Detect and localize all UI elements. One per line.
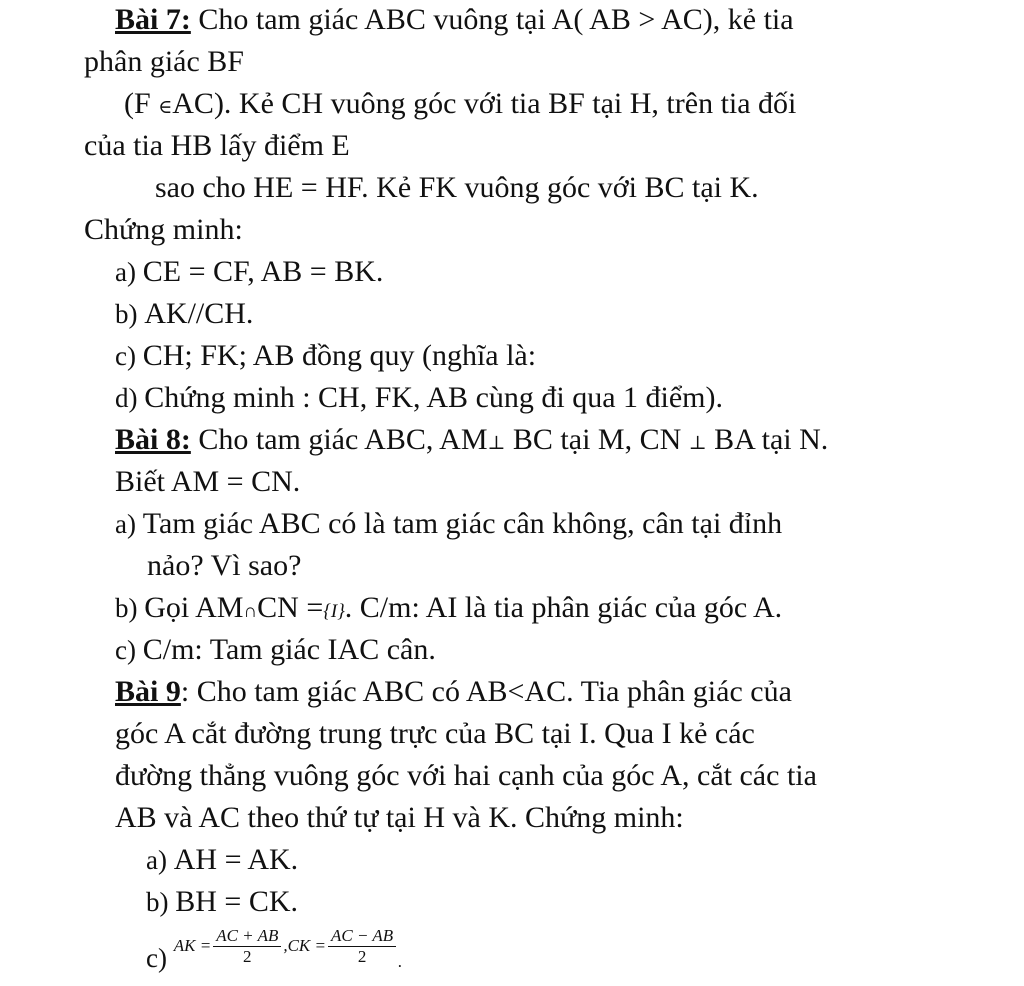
- bai8-text-1b: BC tại M, CN: [505, 423, 689, 456]
- bai9-item-b-text: BH = CK.: [175, 885, 299, 918]
- bai8-item-a-marker: a): [115, 509, 143, 539]
- bai8-item-b-marker: b): [115, 593, 145, 623]
- bai7-item-b: [115, 296, 253, 332]
- formula-ak-label: AK =: [173, 936, 212, 956]
- bai7-line-1: [115, 2, 794, 38]
- bai8-item-a-cont: [147, 548, 301, 584]
- bai8-line-2: [115, 464, 300, 500]
- fraction-ck-numerator: AC − AB: [328, 926, 396, 947]
- bai9-line-3: [115, 758, 817, 794]
- bai9-item-a-text: AH = AK.: [173, 843, 299, 876]
- bai7-text-3b: AC). Kẻ CH vuông góc với tia BF tại H, trên tia đối: [172, 87, 797, 120]
- bai7-item-c-marker: c): [115, 341, 143, 371]
- bai8-item-c-marker: c): [115, 635, 143, 665]
- bai9-text-2: góc A cắt đường trung trực của BC tại I. Qua I kẻ các: [115, 717, 755, 750]
- bai7-item-d-marker: d): [115, 383, 145, 413]
- bai7-item-d: [115, 380, 723, 416]
- fraction-ck-denominator: 2: [357, 946, 367, 966]
- bai9-text-3: đường thẳng vuông góc với hai cạnh của góc A, cắt các tia: [115, 759, 817, 792]
- bai7-text-6: Chứng minh:: [84, 213, 243, 246]
- fraction-ak-numerator: AC + AB: [213, 926, 281, 947]
- bai7-item-c: [115, 338, 536, 374]
- bai9-item-b-marker: b): [146, 887, 176, 917]
- bai9-item-c: [146, 920, 402, 986]
- bai7-line-4: [84, 128, 350, 164]
- formula-ck-label: ,CK =: [283, 936, 326, 956]
- bai8-title: Bài 8:: [115, 423, 191, 456]
- bai8-item-a: [115, 506, 782, 542]
- bai9-line-1: [115, 674, 792, 710]
- bai8-item-b-text-2: CN =: [257, 591, 324, 624]
- bai8-item-c-text: C/m: Tam giác IAC cân.: [142, 633, 436, 666]
- bai9-text-4: AB và AC theo thứ tự tại H và K. Chứng minh:: [115, 801, 684, 834]
- bai7-line-2: [84, 44, 244, 80]
- bai8-item-b-text-1: Gọi AM: [144, 591, 244, 624]
- bai8-item-b: [115, 590, 782, 630]
- element-of-symbol: ∈: [158, 97, 173, 118]
- bai7-item-c-text: CH; FK; AB đồng quy (nghĩa là:: [142, 339, 537, 372]
- bai9-item-c-marker: c): [146, 943, 174, 973]
- bai7-item-d-text: Chứng minh : CH, FK, AB cùng đi qua 1 điểm).: [144, 381, 724, 414]
- bai8-text-2: Biết AM = CN.: [115, 465, 301, 498]
- perpendicular-symbol: ⊥: [688, 433, 707, 454]
- fraction-ak-denominator: 2: [243, 946, 252, 966]
- bai7-item-a-marker: a): [115, 257, 143, 287]
- fraction-ck: [328, 926, 396, 967]
- bai8-item-b-text-3: . C/m: AI là tia phân giác của góc A.: [344, 591, 783, 624]
- bai7-item-b-marker: b): [115, 299, 145, 329]
- bai7-item-a-text: CE = CF, AB = BK.: [142, 255, 384, 288]
- fraction-ak: [213, 926, 281, 967]
- bai8-text-1a: Cho tam giác ABC, AM: [190, 423, 488, 456]
- bai9-item-b: [146, 884, 298, 920]
- bai9-title: Bài 9: [115, 675, 181, 708]
- bai9-line-2: [115, 716, 755, 752]
- bai7-item-a: [115, 254, 383, 290]
- bai8-item-c: [115, 632, 436, 668]
- bai7-text-1: Cho tam giác ABC vuông tại A( AB > AC), kẻ tia: [190, 3, 794, 36]
- bai7-item-b-text: AK//CH.: [144, 297, 254, 330]
- intersection-symbol: ∩: [243, 601, 258, 622]
- perpendicular-symbol: ⊥: [487, 433, 506, 454]
- formula-period: .: [398, 952, 403, 971]
- bai7-text-4: của tia HB lấy điểm E: [84, 129, 350, 162]
- bai8-item-a-text: Tam giác ABC có là tam giác cân không, cân tại đỉnh: [142, 507, 783, 540]
- bai7-text-3a: (F: [124, 87, 159, 120]
- bai9-line-4: [115, 800, 684, 836]
- bai7-text-2: phân giác BF: [84, 45, 244, 78]
- bai8-text-1c: BA tại N.: [706, 423, 829, 456]
- bai7-title: Bài 7:: [115, 3, 191, 36]
- bai8-line-1: [115, 422, 828, 462]
- set-symbol: {I}: [323, 601, 345, 622]
- bai9-text-1: : Cho tam giác ABC có AB<AC. Tia phân giác của: [180, 675, 792, 708]
- bai8-item-a-text-2: nảo? Vì sao?: [147, 549, 302, 582]
- bai9-item-a-marker: a): [146, 845, 174, 875]
- bai7-line-6: [84, 212, 243, 248]
- bai9-item-a: [146, 842, 298, 878]
- bai7-line-3: [124, 86, 796, 126]
- bai7-line-5: [155, 170, 759, 206]
- bai7-text-5: sao cho HE = HF. Kẻ FK vuông góc với BC tại K.: [155, 171, 759, 204]
